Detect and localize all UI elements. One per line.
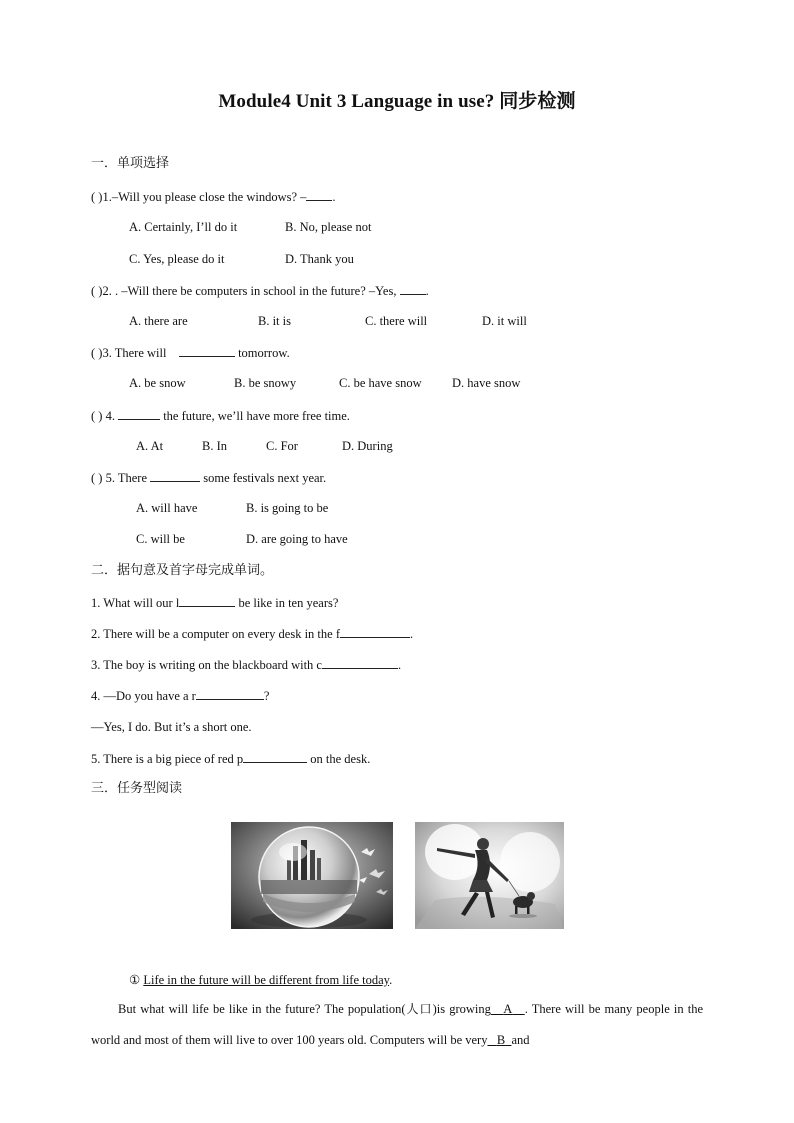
option-a: A. Certainly, I’ll do it: [129, 220, 238, 234]
passage-text: and: [511, 1033, 530, 1047]
answer-paren[interactable]: ( ): [91, 471, 103, 485]
question-text: 5. There: [105, 471, 147, 485]
option-d: D. During: [342, 439, 393, 453]
answer-blank[interactable]: [243, 750, 307, 763]
sentence-text-end: .: [397, 658, 402, 672]
option-c: C. there will: [365, 314, 428, 328]
option-b: B. No, please not: [285, 220, 372, 234]
blank-b-label: B: [496, 1033, 506, 1047]
sentence-text-end: be like in ten years?: [238, 596, 339, 610]
question-text: 1.–Will you please close the windows? –: [102, 190, 307, 204]
question-1: [91, 188, 336, 205]
option-a: A. there are: [129, 314, 188, 328]
answer-paren[interactable]: ( ): [91, 346, 103, 360]
fill-sentence-4-reply: —Yes, I do. But it’s a short one.: [91, 720, 252, 734]
sentence-text: 2. There will be a computer on every desk in the f: [91, 627, 340, 641]
question-text-end: tomorrow.: [238, 346, 290, 360]
question-2: [91, 282, 429, 299]
fill-sentence-5: [91, 750, 370, 767]
underlined-sentence: Life in the future will be different from life today: [143, 973, 390, 987]
question-end: .: [425, 284, 429, 298]
globe-city-image: [231, 822, 393, 929]
section1-heading: 一．单项选择: [91, 156, 170, 171]
answer-blank[interactable]: [400, 282, 426, 295]
circled-number-1: ①: [129, 973, 141, 987]
passage-blank-a[interactable]: [491, 1002, 525, 1016]
sentence-text: 3. The boy is writing on the blackboard with c: [91, 658, 322, 672]
passage-text: . There will be many people in the world and most of them will live to over 100 years old. Computers will be very: [91, 1002, 704, 1047]
option-a: A. At: [136, 439, 164, 453]
sentence-end: .: [389, 973, 393, 987]
answer-blank[interactable]: [150, 469, 200, 482]
option-c: C. be have snow: [339, 376, 422, 390]
option-c: C. For: [266, 439, 298, 453]
option-a: A. will have: [136, 501, 198, 515]
answer-blank[interactable]: [322, 656, 398, 669]
option-d: D. it will: [482, 314, 527, 328]
fill-sentence-1: [91, 594, 338, 611]
answer-blank[interactable]: [118, 407, 160, 420]
fill-sentence-4: [91, 687, 269, 704]
answer-blank[interactable]: [179, 594, 235, 607]
passage-first-sentence: [129, 972, 392, 988]
blank-a-label: A: [503, 1002, 513, 1016]
fill-sentence-3: [91, 656, 401, 673]
passage-text: But what will life be like in the future? The population(: [118, 1002, 406, 1016]
question-3: [91, 344, 290, 361]
option-b: B. be snowy: [234, 376, 297, 390]
passage-chinese-note: 人口: [405, 1002, 433, 1016]
question-text: 3. There will: [102, 346, 167, 360]
question-text: 2. . –Will there be computers in school in the future? –Yes,: [102, 284, 400, 298]
answer-blank[interactable]: [306, 188, 332, 201]
answer-paren[interactable]: ( ): [91, 284, 103, 298]
page-title: Module4 Unit 3 Language in use? 同步检测: [218, 91, 576, 112]
sentence-text: 5. There is a big piece of red p: [91, 752, 244, 766]
option-a: A. be snow: [129, 376, 186, 390]
option-b: B. it is: [258, 314, 291, 328]
sentence-text: 4. —Do you have a r: [91, 689, 196, 703]
option-d: D. Thank you: [285, 252, 354, 266]
question-text: 4.: [105, 409, 115, 423]
section3-heading: 三．任务型阅读: [91, 781, 183, 796]
passage-paragraph: [91, 994, 703, 1056]
question-text-end: some festivals next year.: [203, 471, 327, 485]
woman-walking-robot-dog-image: [415, 822, 564, 929]
answer-paren[interactable]: ( ): [91, 409, 103, 423]
answer-blank[interactable]: [179, 344, 235, 357]
option-c: C. Yes, please do it: [129, 252, 225, 266]
option-b: B. is going to be: [246, 501, 329, 515]
answer-paren[interactable]: ( ): [91, 190, 103, 204]
sentence-text: 1. What will our l: [91, 596, 180, 610]
passage-blank-b[interactable]: [487, 1033, 511, 1047]
question-4: [91, 407, 350, 424]
answer-blank[interactable]: [340, 625, 410, 638]
sentence-text-end: .: [410, 627, 414, 641]
option-d: D. have snow: [452, 376, 521, 390]
question-end: .: [332, 190, 336, 204]
option-c: C. will be: [136, 532, 185, 546]
passage-text: )is growing: [432, 1002, 491, 1016]
fill-sentence-2: [91, 625, 413, 642]
section2-heading: 二．据句意及首字母完成单词。: [91, 563, 274, 578]
question-5: [91, 469, 326, 486]
answer-blank[interactable]: [196, 687, 264, 700]
question-text-end: the future, we’ll have more free time.: [163, 409, 350, 423]
option-b: B. In: [202, 439, 227, 453]
option-d: D. are going to have: [246, 532, 348, 546]
sentence-text-end: on the desk.: [310, 752, 371, 766]
sentence-text-end: ?: [263, 689, 270, 703]
